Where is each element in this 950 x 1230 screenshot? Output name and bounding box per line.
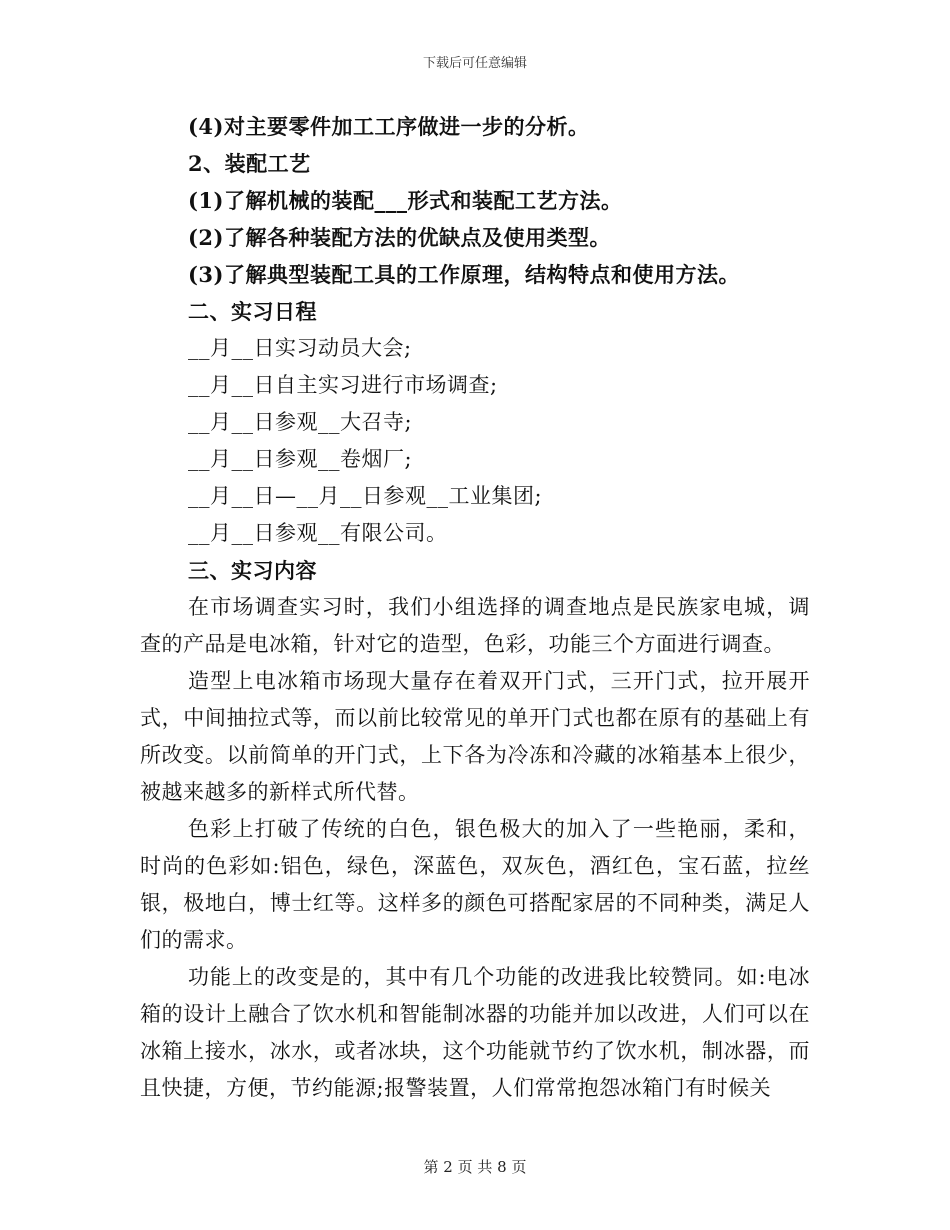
list-item: (2)了解各种装配方法的优缺点及使用类型。 — [188, 225, 611, 250]
section-heading: 二、实习日程 — [188, 299, 317, 324]
schedule-item: __月__日参观__有限公司。 — [188, 521, 448, 545]
paragraph: 在市场调查实习时，我们小组选择的调查地点是民族家电城，调查的产品是电冰箱，针对它的造型，色彩，功能三个方面进行调查。 — [140, 595, 810, 656]
paragraph: 功能上的改变是的，其中有几个功能的改进我比较赞同。如:电冰箱的设计上融合了饮水机和智能制冰器的功能并加以改进，人们可以在冰箱上接水，冰水，或者冰块，这个功能就节约了饮水机，制冰器，而且快捷，方便，节约能源;报警装置，人们常常抱怨冰箱门有时候关 — [140, 965, 810, 1100]
section-heading: 三、实习内容 — [188, 558, 317, 583]
header-note: 下载后可任意编辑 — [422, 56, 527, 71]
paragraph: 色彩上打破了传统的白色，银色极大的加入了一些艳丽，柔和，时尚的色彩如:铝色，绿色，深蓝色，双灰色，酒红色，宝石蓝，拉丝银，极地白，博士红等。这样多的颜色可搭配家居的不同种类，满足人们的需求。 — [140, 817, 810, 952]
list-item: (4)对主要零件加工工序做进一步的分析。 — [188, 114, 590, 139]
schedule-item: __月__日实习动员大会; — [188, 336, 412, 360]
paragraph: 造型上电冰箱市场现大量存在着双开门式，三开门式，拉开展开式，中间抽拉式等，而以前比较常见的单开门式也都在原有的基础上有所改变。以前简单的开门式，上下各为冷冻和冷藏的冰箱基本上很少，被越来越多的新样式所代替。 — [140, 669, 810, 804]
schedule-item: __月__日参观__卷烟厂; — [188, 447, 413, 471]
schedule-item: __月__日自主实习进行市场调查; — [188, 373, 498, 397]
document-body — [140, 108, 810, 1107]
list-item: (3)了解典型装配工具的工作原理，结构特点和使用方法。 — [188, 262, 740, 287]
section-heading: 2、装配工艺 — [188, 151, 311, 176]
schedule-item: __月__日参观__大召寺; — [188, 410, 413, 434]
list-item: (1)了解机械的装配___形式和装配工艺方法。 — [188, 188, 623, 213]
schedule-item: __月__日—__月__日参观__工业集团; — [188, 484, 543, 508]
page-number: 第 2 页 共 8 页 — [423, 1158, 527, 1176]
